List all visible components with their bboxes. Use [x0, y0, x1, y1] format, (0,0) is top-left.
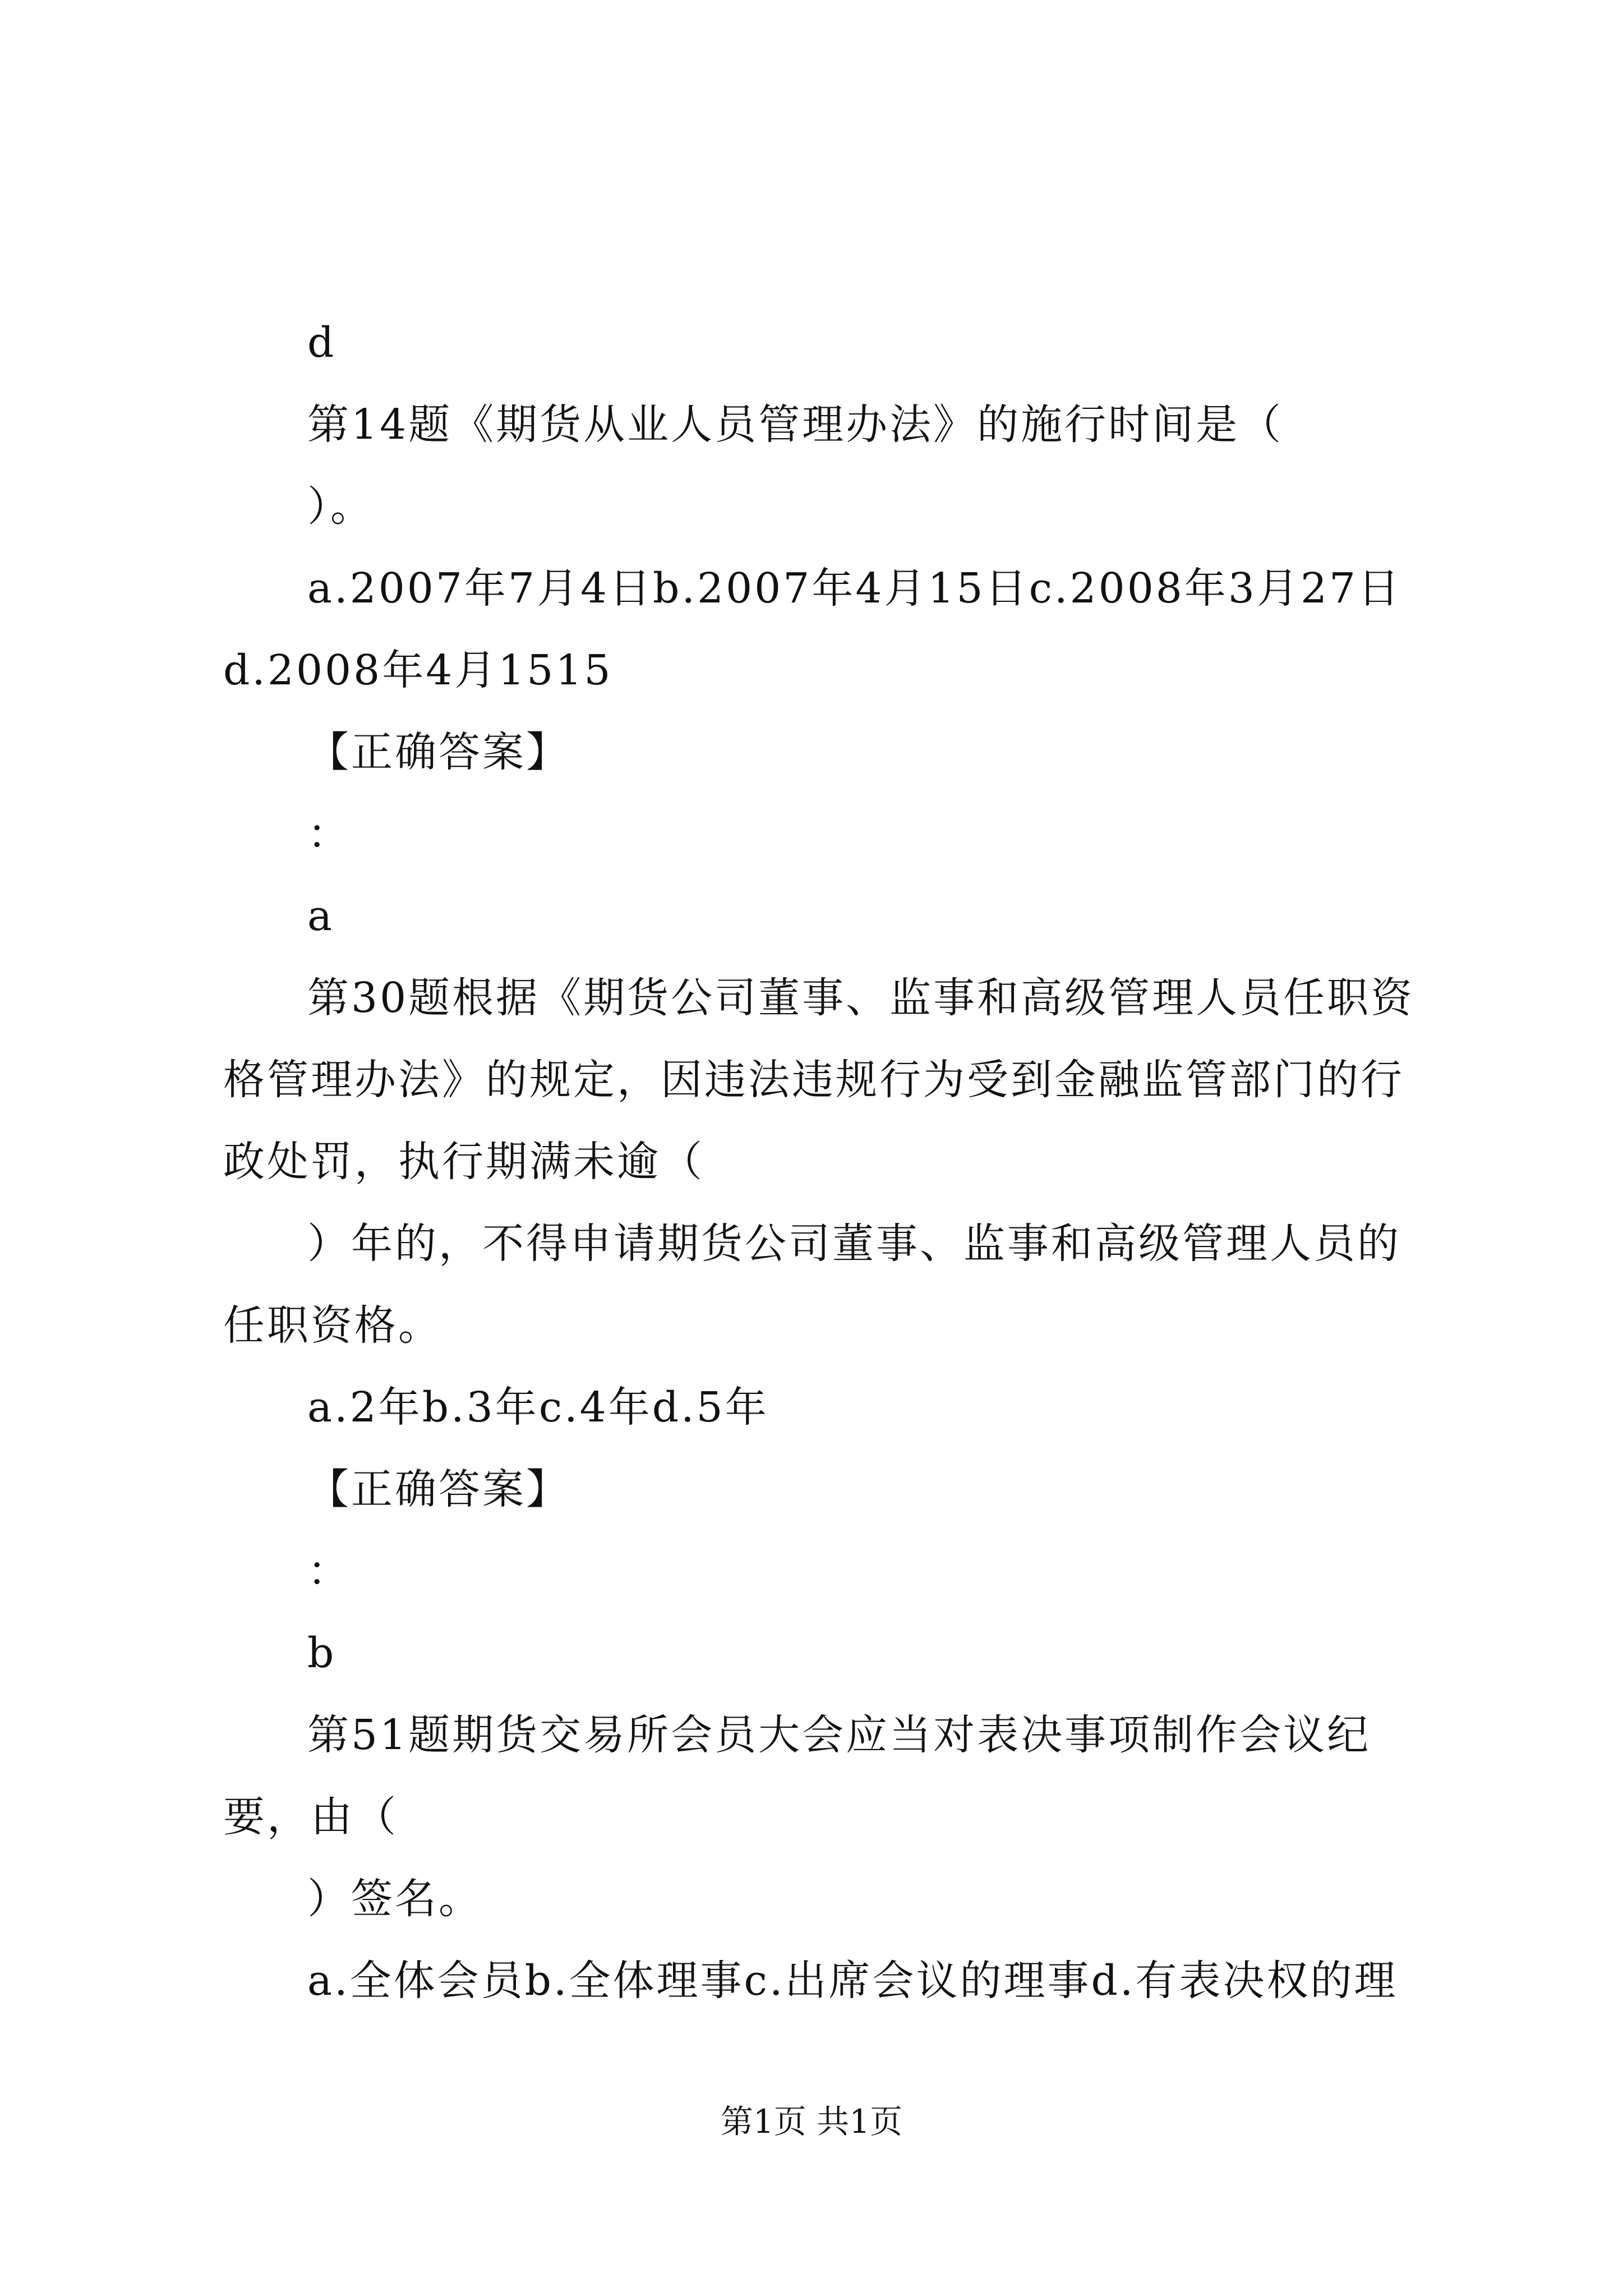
answer-letter-q-prev: d: [307, 319, 336, 367]
question-51-stem-end: ）签名。: [307, 1875, 482, 1923]
page-number-footer: 第1页 共1页: [720, 2102, 903, 2141]
question-30-options: a.2年b.3年c.4年d.5年: [307, 1383, 769, 1432]
question-51-options: a.全体会员b.全体理事c.出席会议的理事d.有表决权的理: [307, 1957, 1398, 2005]
question-51-stem: 第51题期货交易所会员大会应当对表决事项制作会议纪要，由（: [223, 1711, 1371, 1841]
question-30-stem: 第30题根据《期货公司董事、监事和高级管理人员任职资格管理办法》的规定，因违法违规行为受到金融监管部门的行政处罚，执行期满未逾（: [223, 974, 1415, 1186]
question-30-answer: b: [307, 1629, 336, 1677]
correct-answer-colon: ：: [307, 810, 351, 858]
question-14-stem: 第14题《期货从业人员管理办法》的施行时间是（: [307, 401, 1284, 449]
correct-answer-label: 【正确答案】: [307, 1465, 570, 1513]
question-14-options: a.2007年7月4日b.2007年4月15日c.2008年3月27日d.2008年4月1515: [223, 564, 1402, 694]
correct-answer-label: 【正确答案】: [307, 728, 570, 776]
document-body: [223, 302, 1420, 2022]
question-30-stem-end: ）年的，不得申请期货公司董事、监事和高级管理人员的任职资格。: [223, 1220, 1401, 1350]
question-14-answer: a: [307, 892, 335, 940]
correct-answer-colon: ：: [307, 1547, 351, 1595]
question-14-stem-end: ）。: [307, 482, 374, 531]
